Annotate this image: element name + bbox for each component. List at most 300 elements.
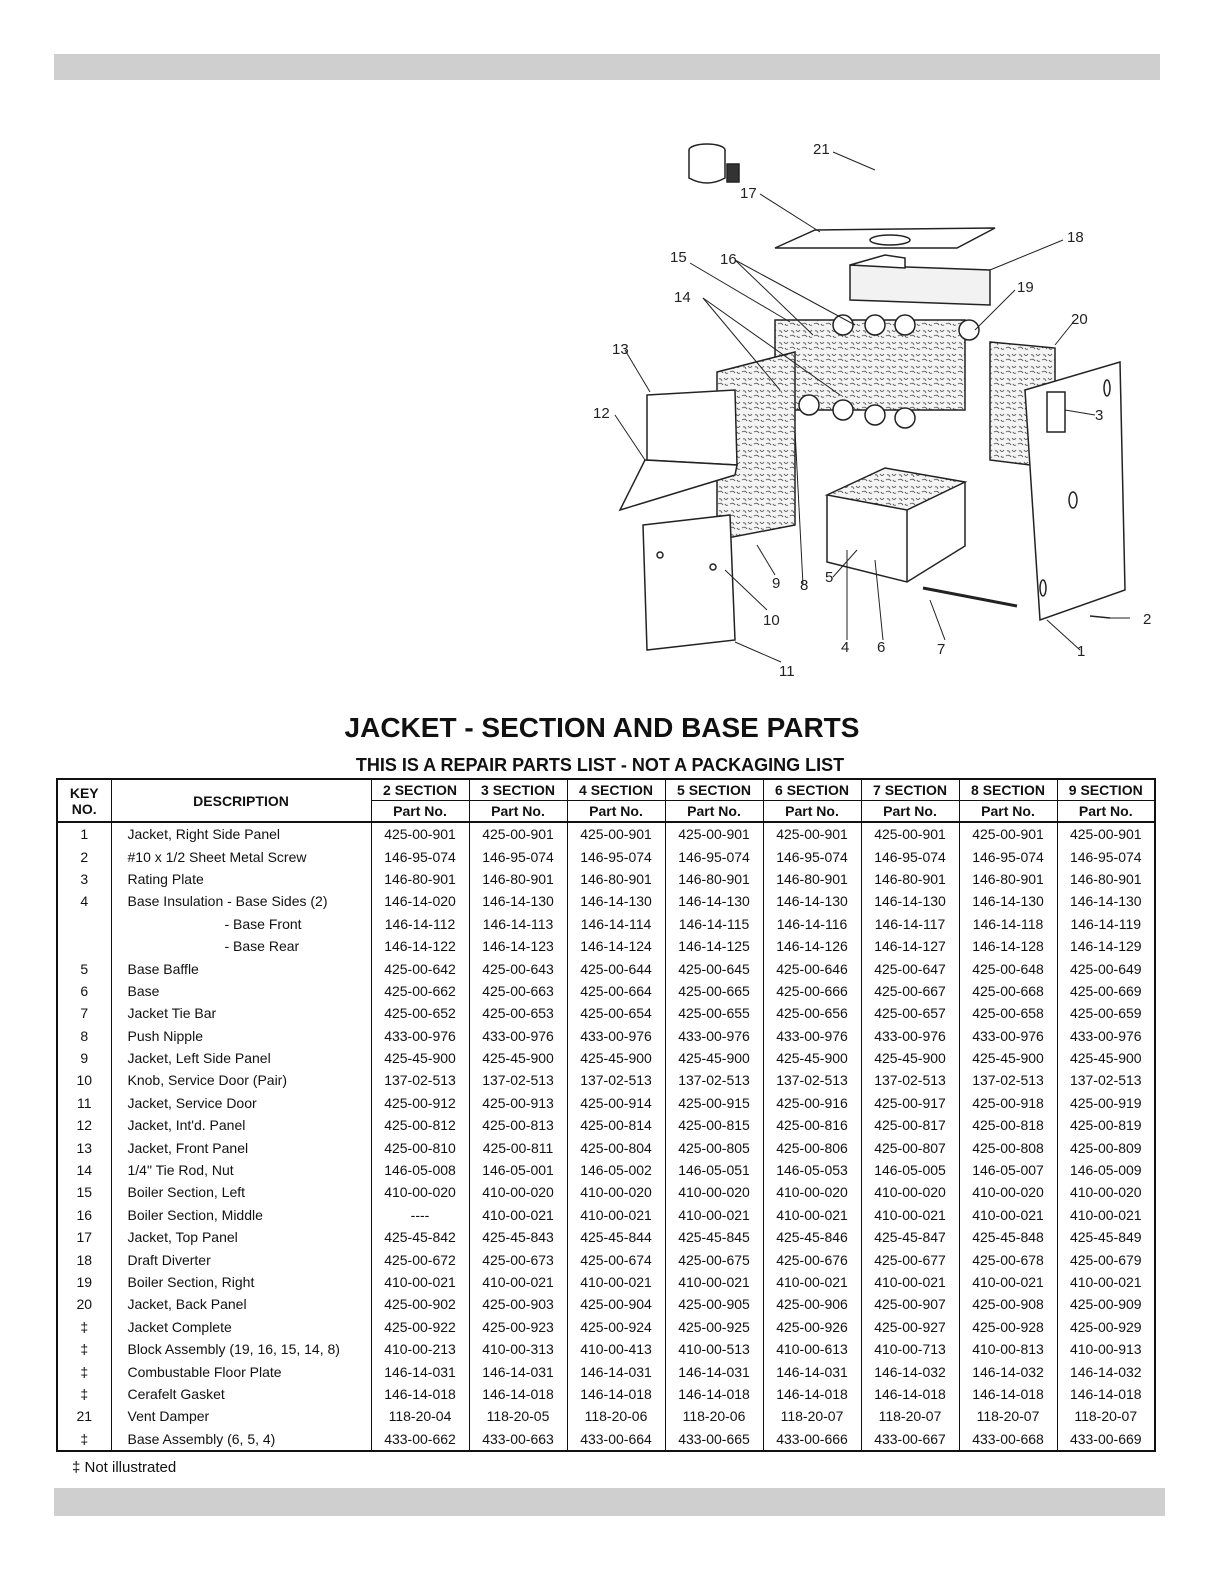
callout-label: 12 — [593, 405, 610, 422]
table-row — [57, 1405, 1155, 1427]
key-cell: 17 — [76, 1229, 93, 1246]
part-number-cell: 425-00-652 — [371, 1002, 469, 1024]
part-number-cell: 425-00-929 — [1057, 1316, 1155, 1338]
part-number-cell: 146-14-124 — [567, 935, 665, 957]
key-cell: 14 — [76, 1162, 93, 1179]
part-number-cell: 425-00-646 — [763, 957, 861, 979]
part-number-cell: 410-00-021 — [763, 1204, 861, 1226]
part-number-cell: 118-20-07 — [861, 1405, 959, 1427]
part-number-cell: 425-45-900 — [763, 1047, 861, 1069]
part-number-cell: 146-05-008 — [371, 1159, 469, 1181]
part-number-cell: 425-00-647 — [861, 957, 959, 979]
section-header: 2 SECTION — [371, 779, 469, 801]
part-number-cell: 425-00-656 — [763, 1002, 861, 1024]
part-number-cell: 433-00-976 — [665, 1025, 763, 1047]
part-number-cell: 425-00-642 — [371, 957, 469, 979]
callout-label: 8 — [800, 577, 809, 594]
table-row — [57, 1248, 1155, 1270]
part-number-cell: 410-00-021 — [1057, 1271, 1155, 1293]
part-number-cell: 410-00-021 — [567, 1204, 665, 1226]
part-number-cell: 410-00-813 — [959, 1338, 1057, 1360]
part-number-cell: 410-00-021 — [861, 1204, 959, 1226]
part-number-cell: 137-02-513 — [1057, 1069, 1155, 1091]
part-no-header: Part No. — [861, 801, 959, 823]
part-number-cell: ---- — [371, 1204, 469, 1226]
part-number-cell: 146-95-074 — [469, 845, 567, 867]
key-cell: 10 — [76, 1072, 93, 1089]
key-cell: 3 — [80, 870, 89, 887]
part-number-cell: 137-02-513 — [567, 1069, 665, 1091]
part-number-cell: 410-00-021 — [469, 1271, 567, 1293]
table-row — [57, 1293, 1155, 1315]
callout-label: 6 — [877, 639, 886, 656]
table-row — [57, 980, 1155, 1002]
part-number-cell: 118-20-07 — [959, 1405, 1057, 1427]
part-number-cell: 433-00-669 — [1057, 1428, 1155, 1451]
part-number-cell: 433-00-664 — [567, 1428, 665, 1451]
table-row — [57, 1360, 1155, 1382]
part-number-cell: 146-95-074 — [371, 845, 469, 867]
description-cell: Push Nipple — [111, 1025, 371, 1047]
callout-label: 21 — [813, 141, 830, 158]
part-number-cell: 425-00-648 — [959, 957, 1057, 979]
callout-label: 16 — [720, 251, 737, 268]
part-number-cell: 433-00-976 — [959, 1025, 1057, 1047]
part-number-cell: 425-00-901 — [959, 822, 1057, 845]
table-row — [57, 1316, 1155, 1338]
part-number-cell: 425-00-667 — [861, 980, 959, 1002]
part-number-cell: 425-45-900 — [567, 1047, 665, 1069]
key-cell: 6 — [80, 982, 89, 999]
part-number-cell: 425-00-655 — [665, 1002, 763, 1024]
part-number-cell: 146-14-130 — [469, 890, 567, 912]
part-number-cell: 146-14-018 — [371, 1383, 469, 1405]
part-number-cell: 146-14-018 — [1057, 1383, 1155, 1405]
part-number-cell: 425-45-900 — [861, 1047, 959, 1069]
part-number-cell: 146-14-112 — [371, 913, 469, 935]
part-number-cell: 425-00-814 — [567, 1114, 665, 1136]
part-number-cell: 425-00-653 — [469, 1002, 567, 1024]
part-number-cell: 146-80-901 — [567, 868, 665, 890]
part-number-cell: 425-00-659 — [1057, 1002, 1155, 1024]
part-number-cell: 146-05-002 — [567, 1159, 665, 1181]
section-header: 6 SECTION — [763, 779, 861, 801]
part-number-cell: 410-00-913 — [1057, 1338, 1155, 1360]
table-row — [57, 1226, 1155, 1248]
description-cell: #10 x 1/2 Sheet Metal Screw — [111, 845, 371, 867]
part-number-cell: 425-00-809 — [1057, 1136, 1155, 1158]
part-number-cell: 425-00-808 — [959, 1136, 1057, 1158]
parts-table-body — [57, 822, 1155, 1451]
part-number-cell: 146-14-128 — [959, 935, 1057, 957]
part-number-cell: 146-14-031 — [371, 1360, 469, 1382]
part-number-cell: 425-45-846 — [763, 1226, 861, 1248]
part-number-cell: 410-00-021 — [469, 1204, 567, 1226]
callout-label: 10 — [763, 612, 780, 629]
part-number-cell: 425-00-925 — [665, 1316, 763, 1338]
part-number-cell: 425-00-918 — [959, 1092, 1057, 1114]
part-number-cell: 433-00-667 — [861, 1428, 959, 1451]
part-number-cell: 146-14-032 — [1057, 1360, 1155, 1382]
part-number-cell: 425-00-676 — [763, 1248, 861, 1270]
table-row — [57, 1271, 1155, 1293]
table-row — [57, 935, 1155, 957]
part-no-header: Part No. — [763, 801, 861, 823]
description-cell: Jacket Tie Bar — [111, 1002, 371, 1024]
part-number-cell: 410-00-021 — [371, 1271, 469, 1293]
part-number-cell: 146-14-020 — [371, 890, 469, 912]
part-number-cell: 118-20-05 — [469, 1405, 567, 1427]
part-number-cell: 146-05-051 — [665, 1159, 763, 1181]
part-number-cell: 146-14-129 — [1057, 935, 1155, 957]
part-number-cell: 425-00-901 — [861, 822, 959, 845]
table-row — [57, 1428, 1155, 1451]
service-door — [643, 515, 735, 650]
part-number-cell: 146-14-130 — [959, 890, 1057, 912]
part-number-cell: 146-14-125 — [665, 935, 763, 957]
table-row — [57, 1025, 1155, 1047]
part-number-cell: 425-00-810 — [371, 1136, 469, 1158]
part-number-cell: 425-00-912 — [371, 1092, 469, 1114]
key-cell: 20 — [76, 1296, 93, 1313]
key-cell: 8 — [80, 1027, 89, 1044]
part-number-cell: 425-45-900 — [371, 1047, 469, 1069]
part-number-cell: 425-00-907 — [861, 1293, 959, 1315]
part-number-cell: 146-80-901 — [959, 868, 1057, 890]
part-number-cell: 146-14-018 — [567, 1383, 665, 1405]
part-number-cell: 410-00-020 — [371, 1181, 469, 1203]
key-cell: 2 — [80, 848, 89, 865]
part-number-cell: 410-00-021 — [763, 1271, 861, 1293]
tie-bar — [923, 588, 1017, 606]
part-number-cell: 425-45-900 — [665, 1047, 763, 1069]
part-no-header: Part No. — [959, 801, 1057, 823]
part-number-cell: 425-00-654 — [567, 1002, 665, 1024]
part-number-cell: 146-95-074 — [763, 845, 861, 867]
callout-label: 9 — [772, 575, 781, 592]
description-cell: Boiler Section, Left — [111, 1181, 371, 1203]
part-number-cell: 433-00-976 — [469, 1025, 567, 1047]
key-cell: ‡ — [80, 1318, 89, 1335]
table-row — [57, 1069, 1155, 1091]
part-number-cell: 410-00-021 — [959, 1271, 1057, 1293]
part-number-cell: 146-14-114 — [567, 913, 665, 935]
part-number-cell: 433-00-663 — [469, 1428, 567, 1451]
part-number-cell: 433-00-668 — [959, 1428, 1057, 1451]
part-no-header: Part No. — [665, 801, 763, 823]
table-row — [57, 845, 1155, 867]
part-number-cell: 137-02-513 — [763, 1069, 861, 1091]
key-cell: 5 — [80, 960, 89, 977]
part-number-cell: 425-00-917 — [861, 1092, 959, 1114]
part-number-cell: 137-02-513 — [371, 1069, 469, 1091]
footnote: ‡ Not illustrated — [72, 1459, 177, 1476]
section-header: 9 SECTION — [1057, 779, 1155, 801]
part-number-cell: 146-14-123 — [469, 935, 567, 957]
key-cell: 9 — [80, 1050, 89, 1067]
part-number-cell: 410-00-020 — [469, 1181, 567, 1203]
part-number-cell: 425-00-919 — [1057, 1092, 1155, 1114]
description-cell: Vent Damper — [111, 1405, 371, 1427]
part-number-cell: 425-00-806 — [763, 1136, 861, 1158]
part-number-cell: 433-00-976 — [763, 1025, 861, 1047]
table-row — [57, 913, 1155, 935]
description-cell: - Base Front — [111, 913, 371, 935]
part-number-cell: 425-45-900 — [469, 1047, 567, 1069]
part-number-cell: 433-00-662 — [371, 1428, 469, 1451]
part-number-cell: 425-00-663 — [469, 980, 567, 1002]
callout-label: 14 — [674, 289, 691, 306]
part-number-cell: 425-00-816 — [763, 1114, 861, 1136]
part-number-cell: 410-00-020 — [959, 1181, 1057, 1203]
callout-label: 19 — [1017, 279, 1034, 296]
part-number-cell: 146-14-018 — [763, 1383, 861, 1405]
description-cell: Jacket, Int'd. Panel — [111, 1114, 371, 1136]
part-number-cell: 146-80-901 — [665, 868, 763, 890]
key-cell — [57, 913, 111, 935]
part-number-cell: 425-00-662 — [371, 980, 469, 1002]
table-row — [57, 1204, 1155, 1226]
part-number-cell: 425-00-669 — [1057, 980, 1155, 1002]
header-band — [54, 54, 1160, 80]
table-row — [57, 1136, 1155, 1158]
part-number-cell: 425-00-926 — [763, 1316, 861, 1338]
table-row — [57, 822, 1155, 845]
description-cell: Base — [111, 980, 371, 1002]
part-number-cell: 425-00-812 — [371, 1114, 469, 1136]
part-number-cell: 146-05-005 — [861, 1159, 959, 1181]
part-number-cell: 118-20-04 — [371, 1405, 469, 1427]
key-cell: 1 — [80, 826, 89, 843]
part-number-cell: 425-00-913 — [469, 1092, 567, 1114]
description-cell: Jacket, Back Panel — [111, 1293, 371, 1315]
part-number-cell: 425-00-666 — [763, 980, 861, 1002]
section-header: 7 SECTION — [861, 779, 959, 801]
key-cell — [57, 935, 111, 957]
key-cell: ‡ — [80, 1430, 89, 1447]
part-number-cell: 425-00-901 — [763, 822, 861, 845]
part-number-cell: 410-00-020 — [567, 1181, 665, 1203]
key-header: KEY NO. — [57, 779, 111, 822]
part-number-cell: 146-95-074 — [665, 845, 763, 867]
part-number-cell: 118-20-07 — [763, 1405, 861, 1427]
part-number-cell: 410-00-020 — [1057, 1181, 1155, 1203]
part-number-cell: 146-14-117 — [861, 913, 959, 935]
part-number-cell: 410-00-313 — [469, 1338, 567, 1360]
part-number-cell: 146-14-018 — [861, 1383, 959, 1405]
part-number-cell: 425-00-657 — [861, 1002, 959, 1024]
callout-label: 2 — [1143, 611, 1152, 628]
part-number-cell: 146-14-032 — [861, 1360, 959, 1382]
part-number-cell: 410-00-020 — [763, 1181, 861, 1203]
part-number-cell: 425-00-672 — [371, 1248, 469, 1270]
callout-label: 5 — [825, 569, 834, 586]
description-cell: Boiler Section, Right — [111, 1271, 371, 1293]
part-number-cell: 425-00-649 — [1057, 957, 1155, 979]
part-number-cell: 425-00-818 — [959, 1114, 1057, 1136]
part-no-header: Part No. — [371, 801, 469, 823]
part-number-cell: 425-00-817 — [861, 1114, 959, 1136]
table-row — [57, 1383, 1155, 1405]
description-cell: Draft Diverter — [111, 1248, 371, 1270]
table-row — [57, 1047, 1155, 1069]
section-header: 8 SECTION — [959, 779, 1057, 801]
section-header: 5 SECTION — [665, 779, 763, 801]
part-number-cell: 425-45-900 — [1057, 1047, 1155, 1069]
part-number-cell: 146-14-122 — [371, 935, 469, 957]
callout-label: 15 — [670, 249, 687, 266]
part-number-cell: 137-02-513 — [665, 1069, 763, 1091]
key-cell: ‡ — [80, 1363, 89, 1380]
part-number-cell: 146-14-130 — [861, 890, 959, 912]
part-number-cell: 433-00-976 — [371, 1025, 469, 1047]
part-number-cell: 425-00-901 — [371, 822, 469, 845]
part-number-cell: 425-00-903 — [469, 1293, 567, 1315]
draft-diverter — [850, 265, 990, 305]
part-number-cell: 146-14-031 — [665, 1360, 763, 1382]
part-number-cell: 425-00-668 — [959, 980, 1057, 1002]
callout-label: 11 — [779, 663, 795, 680]
part-number-cell: 425-00-677 — [861, 1248, 959, 1270]
description-cell: Boiler Section, Middle — [111, 1204, 371, 1226]
part-number-cell: 425-00-923 — [469, 1316, 567, 1338]
section-header: 4 SECTION — [567, 779, 665, 801]
base — [827, 468, 965, 510]
part-number-cell: 425-45-843 — [469, 1226, 567, 1248]
part-number-cell: 146-14-018 — [469, 1383, 567, 1405]
part-number-cell: 410-00-020 — [665, 1181, 763, 1203]
part-number-cell: 146-95-074 — [959, 845, 1057, 867]
part-number-cell: 146-05-007 — [959, 1159, 1057, 1181]
part-number-cell: 425-00-928 — [959, 1316, 1057, 1338]
key-cell: 13 — [76, 1139, 93, 1156]
part-number-cell: 146-14-115 — [665, 913, 763, 935]
table-row — [57, 1181, 1155, 1203]
key-cell: ‡ — [80, 1341, 89, 1358]
description-cell: Jacket, Front Panel — [111, 1136, 371, 1158]
key-cell: 11 — [76, 1094, 92, 1111]
part-number-cell: 146-05-001 — [469, 1159, 567, 1181]
key-cell: 15 — [76, 1184, 93, 1201]
part-number-cell: 425-00-915 — [665, 1092, 763, 1114]
description-cell: Jacket, Right Side Panel — [111, 822, 371, 845]
part-number-cell: 425-00-901 — [1057, 822, 1155, 845]
right-side-panel — [1025, 362, 1125, 620]
table-row — [57, 1114, 1155, 1136]
part-number-cell: 137-02-513 — [861, 1069, 959, 1091]
description-cell: Base Assembly (6, 5, 4) — [111, 1428, 371, 1451]
part-number-cell: 410-00-021 — [665, 1204, 763, 1226]
part-number-cell: 118-20-07 — [1057, 1405, 1155, 1427]
description-cell: Knob, Service Door (Pair) — [111, 1069, 371, 1091]
exploded-parts-diagram — [585, 130, 1165, 690]
description-cell: Jacket, Top Panel — [111, 1226, 371, 1248]
part-number-cell: 425-00-804 — [567, 1136, 665, 1158]
part-number-cell: 146-14-031 — [469, 1360, 567, 1382]
part-number-cell: 146-95-074 — [861, 845, 959, 867]
sheet-metal-screw — [1090, 616, 1110, 618]
part-no-header: Part No. — [1057, 801, 1155, 823]
footer-band — [54, 1488, 1165, 1516]
part-number-cell: 146-14-118 — [959, 913, 1057, 935]
part-number-cell: 425-00-675 — [665, 1248, 763, 1270]
part-number-cell: 425-00-908 — [959, 1293, 1057, 1315]
part-number-cell: 410-00-020 — [861, 1181, 959, 1203]
part-number-cell: 425-00-906 — [763, 1293, 861, 1315]
callout-label: 17 — [740, 185, 757, 202]
part-number-cell: 425-45-847 — [861, 1226, 959, 1248]
part-number-cell: 425-45-845 — [665, 1226, 763, 1248]
section-header-row — [57, 779, 1155, 801]
part-number-cell: 118-20-06 — [567, 1405, 665, 1427]
part-number-cell: 425-45-900 — [959, 1047, 1057, 1069]
key-cell: 19 — [76, 1274, 93, 1290]
callout-label: 7 — [937, 641, 946, 658]
part-number-cell: 425-00-674 — [567, 1248, 665, 1270]
part-number-cell: 425-00-902 — [371, 1293, 469, 1315]
part-number-cell: 146-14-113 — [469, 913, 567, 935]
part-number-cell: 146-05-009 — [1057, 1159, 1155, 1181]
part-number-cell: 118-20-06 — [665, 1405, 763, 1427]
part-number-cell: 433-00-665 — [665, 1428, 763, 1451]
table-row — [57, 1002, 1155, 1024]
description-cell: Base Baffle — [111, 957, 371, 979]
part-number-cell: 146-14-031 — [567, 1360, 665, 1382]
part-number-cell: 425-00-819 — [1057, 1114, 1155, 1136]
part-number-cell: 425-00-665 — [665, 980, 763, 1002]
part-number-cell: 146-14-127 — [861, 935, 959, 957]
front-panel — [647, 390, 737, 465]
part-number-cell: 146-14-130 — [1057, 890, 1155, 912]
part-number-cell: 146-14-116 — [763, 913, 861, 935]
part-number-cell: 425-00-904 — [567, 1293, 665, 1315]
part-number-cell: 425-00-922 — [371, 1316, 469, 1338]
part-number-cell: 146-14-126 — [763, 935, 861, 957]
part-number-cell: 146-05-053 — [763, 1159, 861, 1181]
key-cell: 16 — [76, 1206, 93, 1223]
table-row — [57, 1159, 1155, 1181]
part-number-cell: 410-00-021 — [959, 1204, 1057, 1226]
description-header: DESCRIPTION — [111, 779, 371, 822]
part-number-cell: 433-00-976 — [1057, 1025, 1155, 1047]
description-cell: 1/4" Tie Rod, Nut — [111, 1159, 371, 1181]
section-header: 3 SECTION — [469, 779, 567, 801]
part-number-cell: 410-00-213 — [371, 1338, 469, 1360]
part-number-cell: 146-14-018 — [959, 1383, 1057, 1405]
part-number-cell: 425-00-927 — [861, 1316, 959, 1338]
part-number-cell: 425-00-645 — [665, 957, 763, 979]
key-cell: ‡ — [80, 1385, 89, 1402]
part-number-cell: 425-00-924 — [567, 1316, 665, 1338]
part-number-cell: 425-00-644 — [567, 957, 665, 979]
part-number-cell: 146-95-074 — [1057, 845, 1155, 867]
callout-label: 18 — [1067, 229, 1084, 246]
key-cell: 18 — [76, 1251, 93, 1268]
part-number-cell: 425-00-643 — [469, 957, 567, 979]
key-cell: 12 — [76, 1117, 93, 1134]
description-cell: Rating Plate — [111, 868, 371, 890]
table-row — [57, 1092, 1155, 1114]
part-number-cell: 410-00-513 — [665, 1338, 763, 1360]
part-number-cell: 146-80-901 — [861, 868, 959, 890]
part-number-cell: 146-14-130 — [763, 890, 861, 912]
part-number-cell: 425-00-905 — [665, 1293, 763, 1315]
part-number-cell: 425-00-916 — [763, 1092, 861, 1114]
part-number-cell: 410-00-021 — [665, 1271, 763, 1293]
description-cell: Jacket, Left Side Panel — [111, 1047, 371, 1069]
part-number-cell: 146-80-901 — [469, 868, 567, 890]
parts-table — [56, 778, 1156, 1452]
